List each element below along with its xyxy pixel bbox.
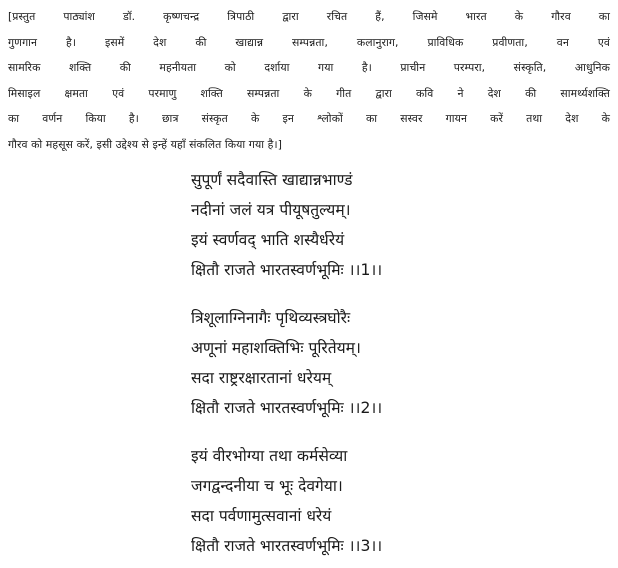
verse-section: [8, 165, 610, 561]
stanza-2: [191, 303, 610, 423]
verse-line: क्षितौ राजते भारतस्वर्णभूमिः ।।1।।: [191, 260, 383, 279]
intro-line: [प्रस्तुत पाठ्यांश डॉ. कृष्णचन्द्र त्रिपाठी द्वारा रचित हैं, जिसमे भारत के गौरव का: [8, 10, 610, 23]
verse-line: त्रिशूलाग्निनागैः पृथिव्यस्त्रघोरैः: [191, 308, 351, 327]
intro-line: गुणगान है। इसमें देश की खाद्यान्न सम्पन्नता, कलानुराग, प्राविधिक प्रवीणता, वन एवं: [8, 35, 610, 49]
verse-line: इयं स्वर्णवद् भाति शस्यैर्धरेयं: [191, 230, 345, 249]
verse-line: सुपूर्णं सदैवास्ति खाद्यान्नभाण्डं: [191, 170, 353, 189]
intro-line: मिसाइल क्षमता एवं परमाणु शक्ति सम्पन्नता के गीत द्वारा कवि ने देश की सामर्थ्यशक्ति: [8, 86, 610, 100]
verse-line: जगद्वन्दनीया च भूः देवगेया।: [191, 476, 343, 495]
intro-line: गौरव को महसूस करें, इसी उद्देश्य से इन्हें यहाँ संकलित किया गया है।]: [8, 137, 283, 151]
verse-line: सदा पर्वणामुत्सवानां धरेयं: [191, 506, 332, 525]
verse-line: इयं वीरभोग्या तथा कर्मसेव्या: [191, 446, 348, 465]
verse-line: अणूनां महाशक्तिभिः पूरितेयम्।: [191, 338, 361, 357]
verse-line: नदीनां जलं यत्र पीयूषतुल्यम्।: [191, 200, 351, 219]
verse-line: क्षितौ राजते भारतस्वर्णभूमिः ।।2।।: [191, 398, 383, 417]
verse-line: सदा राष्ट्ररक्षारतानां धरेयम्: [191, 368, 332, 387]
intro-line: का वर्णन किया है। छात्र संस्कृत के इन श्लोकों का सस्वर गायन करें तथा देश के: [8, 112, 610, 126]
verse-line: क्षितौ राजते भारतस्वर्णभूमिः ।।3।।: [191, 536, 383, 555]
intro-paragraph: [8, 4, 610, 158]
stanza-3: [191, 441, 610, 561]
stanza-1: [191, 165, 610, 285]
intro-line: सामरिक शक्ति की महनीयता को दर्शाया गया है। प्राचीन परम्परा, संस्कृति, आधुनिक: [8, 61, 610, 75]
